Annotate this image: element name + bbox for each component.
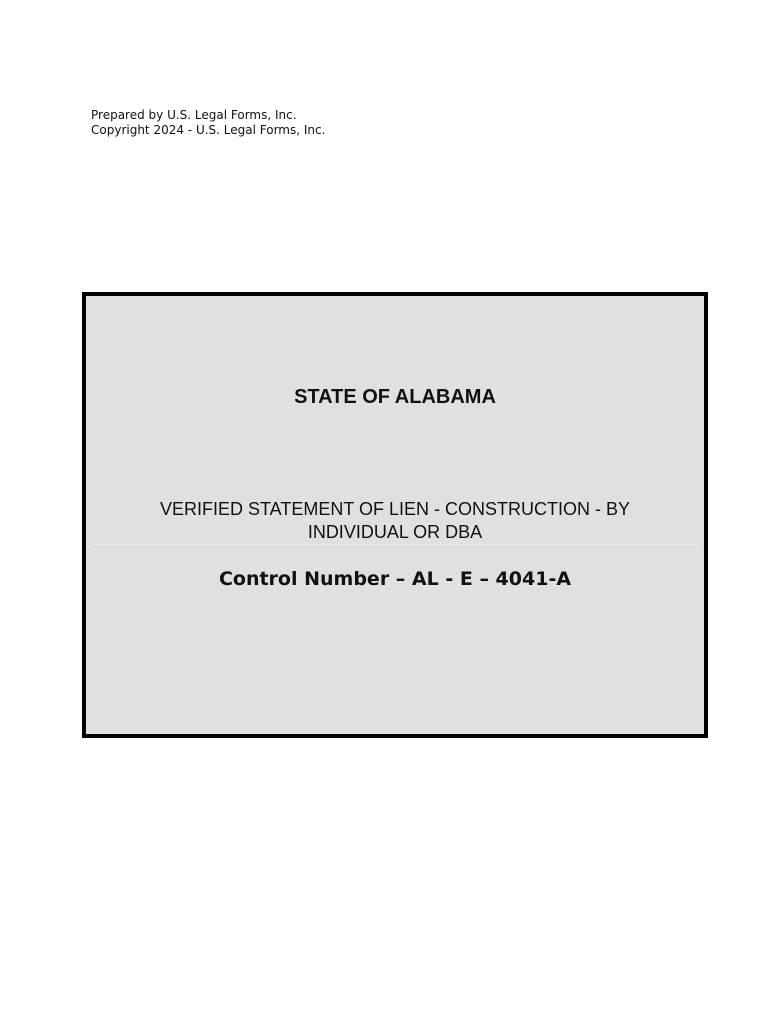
form-title-line-2: INDIVIDUAL OR DBA: [307, 522, 483, 542]
form-title-line-1: VERIFIED STATEMENT OF LIEN - CONSTRUCTION - BY: [159, 499, 631, 519]
divider-line: [92, 544, 698, 545]
cover-box: [82, 292, 708, 738]
state-title: STATE OF ALABAMA: [294, 386, 496, 408]
preparer-notice: [91, 108, 325, 138]
control-number: Control Number – AL - E – 4041-A: [218, 568, 572, 590]
form-title: [106, 498, 684, 544]
copyright-text: Copyright 2024 - U.S. Legal Forms, Inc.: [91, 123, 326, 137]
prepared-by-text: Prepared by U.S. Legal Forms, Inc.: [91, 108, 297, 122]
